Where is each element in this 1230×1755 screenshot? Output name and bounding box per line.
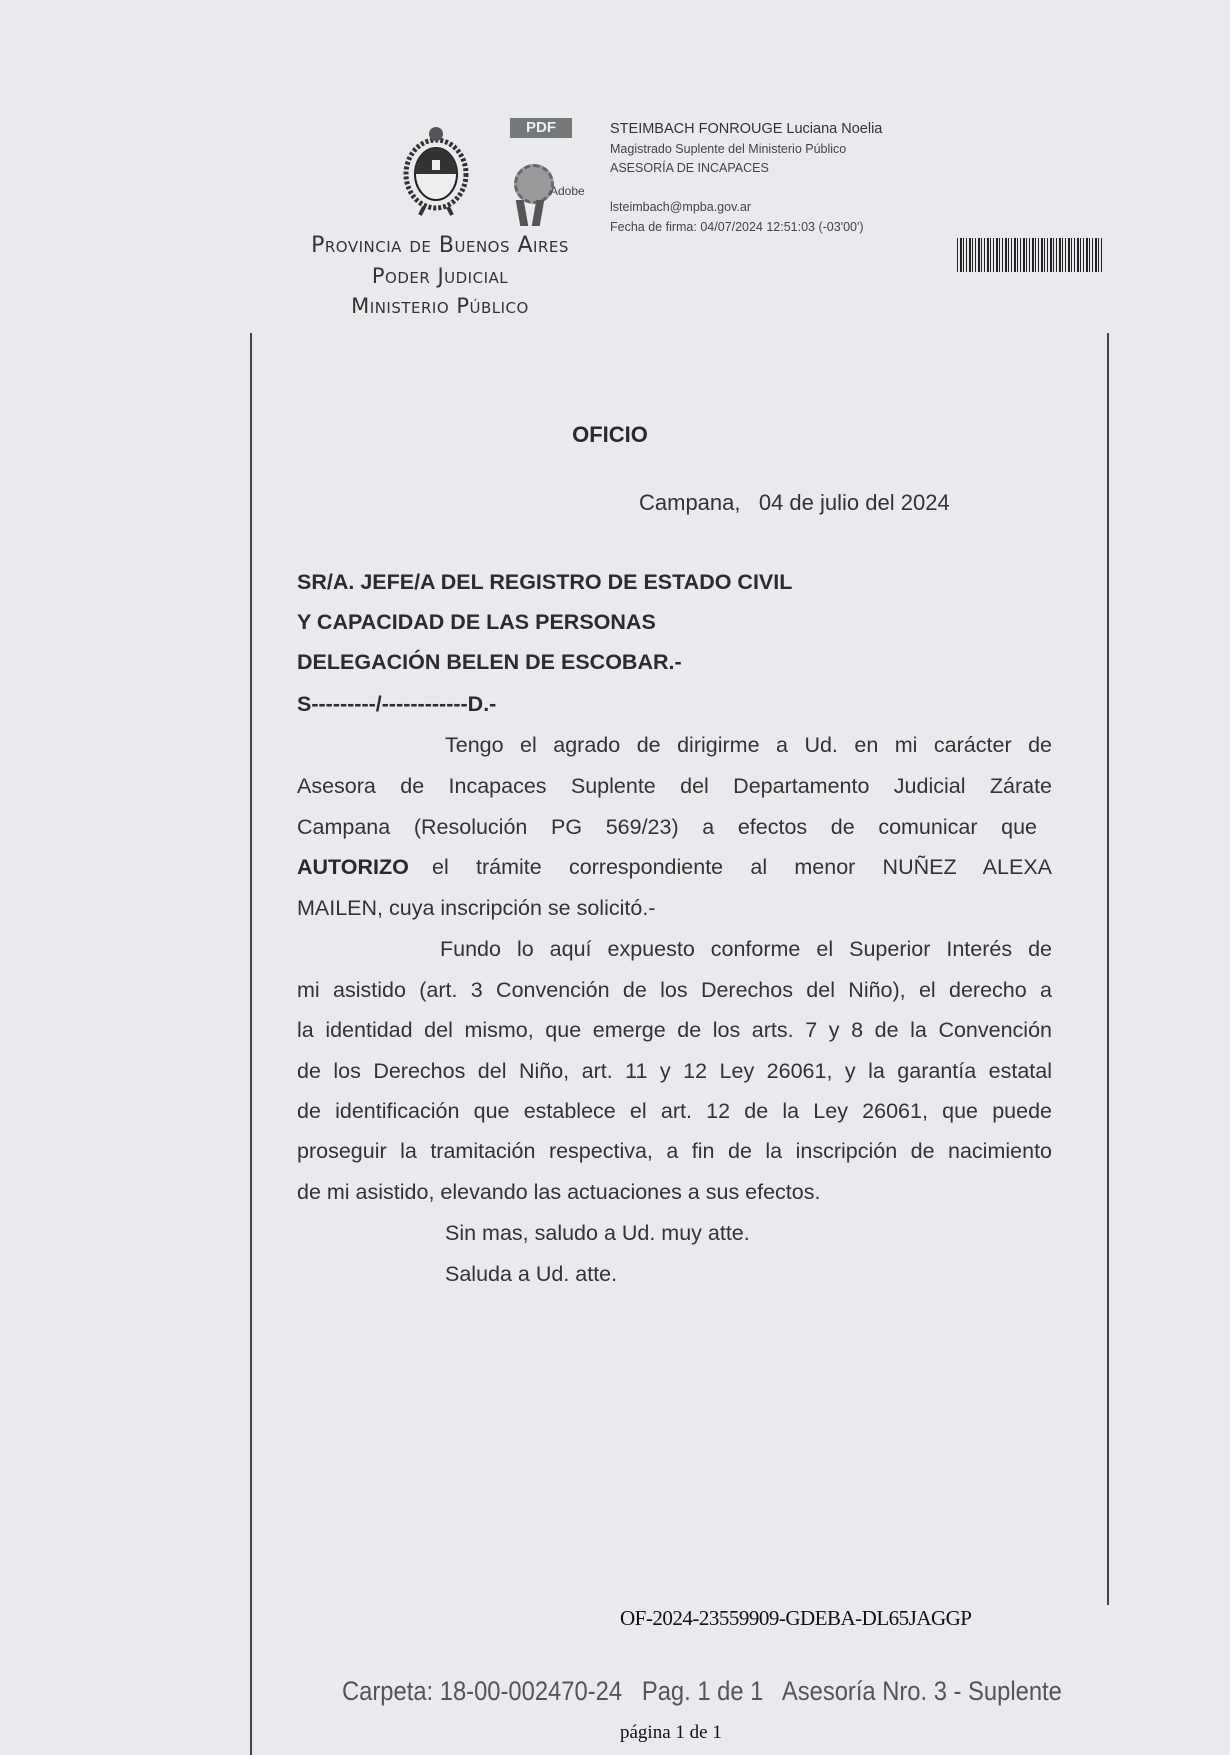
document-code: OF-2024-23559909-GDEBA-DL65JAGGP <box>620 1606 972 1630</box>
left-margin-line <box>250 333 252 1755</box>
province-name: Provincia de Buenos Aires <box>311 233 569 258</box>
body-line: de mi asistido, elevando las actuaciones a sus efectos. <box>297 1180 821 1204</box>
closing-line: Sin mas, saludo a Ud. muy atte. <box>445 1221 750 1245</box>
body-line: mi asistido (art. 3 Convención de los Derechos del Niño), el derecho a <box>297 978 1052 1002</box>
public-ministry: Ministerio Público <box>351 294 529 318</box>
adobe-label: Adobe <box>550 184 585 198</box>
coat-of-arms-icon <box>402 122 470 217</box>
closing-line: Saluda a Ud. atte. <box>445 1262 618 1286</box>
judicial-power: Poder Judicial <box>371 264 509 288</box>
body-line: de identificación que establece el art. 12 de la Ley 26061, que puede <box>297 1099 1052 1123</box>
body-line: Asesora de Incapaces Suplente del Departamento Judicial Zárate <box>297 774 1052 798</box>
addressee-line: S---------/------------D.- <box>297 692 497 716</box>
addressee-line: SR/A. JEFE/A DEL REGISTRO DE ESTADO CIVIL <box>297 570 793 594</box>
document-title: OFICIO <box>572 422 648 447</box>
addressee-line: DELEGACIÓN BELEN DE ESCOBAR.- <box>297 650 682 674</box>
page-number: página 1 de 1 <box>620 1722 722 1743</box>
body-line: Tengo el agrado de dirigirme a Ud. en mi carácter de <box>445 733 1052 757</box>
body-line: Campana (Resolución PG 569/23) a efectos de comunicar que <box>297 815 1037 839</box>
signer-office: ASESORÍA DE INCAPACES <box>610 161 769 175</box>
barcode <box>957 238 1102 272</box>
authorization-word: AUTORIZO <box>297 855 409 879</box>
place-date: Campana, 04 de julio del 2024 <box>639 490 950 515</box>
signer-name: STEIMBACH FONROUGE Luciana Noelia <box>610 121 883 137</box>
carpeta-footer: Carpeta: 18-00-002470-24 Pag. 1 de 1 Asesoría Nro. 3 - Suplente <box>342 1676 1062 1706</box>
right-margin-line <box>1107 333 1109 1605</box>
pdf-signature-icon <box>510 118 585 228</box>
signature-date: Fecha de firma: 04/07/2024 12:51:03 (-03'00') <box>610 220 864 234</box>
addressee-line: Y CAPACIDAD DE LAS PERSONAS <box>297 610 656 634</box>
body-line: MAILEN, cuya inscripción se solicitó.- <box>297 896 656 920</box>
body-line: de los Derechos del Niño, art. 11 y 12 Ley 26061, y la garantía estatal <box>297 1059 1052 1083</box>
signer-role: Magistrado Suplente del Ministerio Público <box>610 142 847 156</box>
body-line: el trámite correspondiente al menor NUÑEZ ALEXA <box>432 855 1052 879</box>
pdf-label: PDF <box>510 118 572 138</box>
body-line: proseguir la tramitación respectiva, a fin de la inscripción de nacimiento <box>297 1139 1052 1163</box>
signer-email: lsteimbach@mpba.gov.ar <box>610 200 751 214</box>
body-line: la identidad del mismo, que emerge de los arts. 7 y 8 de la Convención <box>297 1018 1052 1042</box>
body-line: Fundo lo aquí expuesto conforme el Superior Interés de <box>440 937 1052 961</box>
